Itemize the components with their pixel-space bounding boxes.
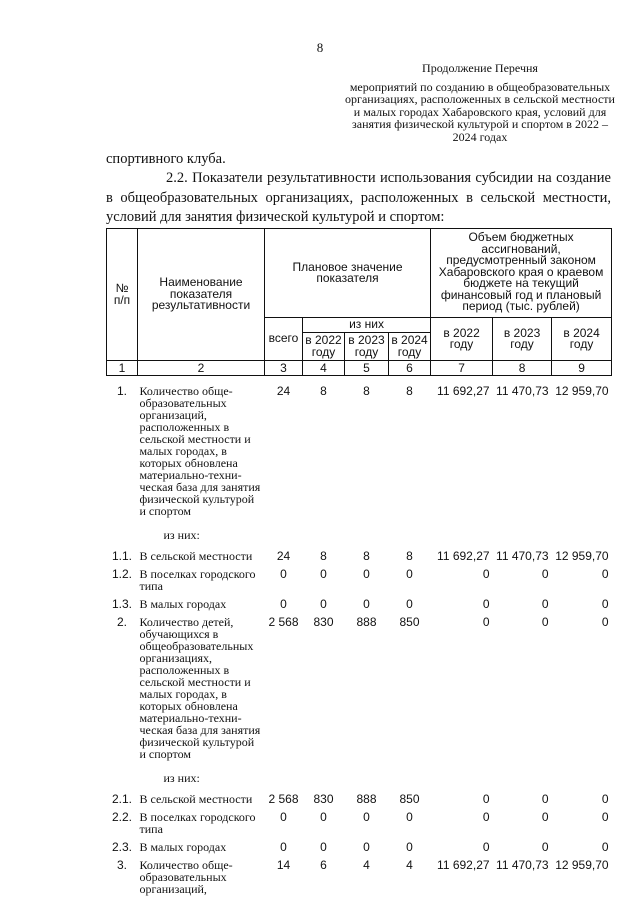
row-name: В сельской местности	[139, 549, 253, 563]
row-budget-2024: 0	[601, 567, 609, 581]
row-name: В малых городах	[139, 840, 227, 854]
row-budget-2022: 11 692,27	[437, 549, 490, 563]
appendix-header	[345, 62, 615, 144]
header-budget: Объем бюджетных ассигнований, предусмотренный законом Хабаровского края о краевом бюджете на текущий финансовый год и плановый период (тыс. рублей)	[431, 229, 612, 318]
row-plan-2024: 0	[406, 810, 413, 824]
table-row	[107, 376, 612, 521]
row-budget-2024: 0	[601, 597, 609, 611]
column-number: 4	[303, 361, 345, 376]
results-table	[106, 228, 612, 898]
table-row	[107, 613, 612, 763]
row-number: 1.1.	[111, 549, 132, 563]
row-plan-2024: 0	[406, 597, 413, 611]
row-budget-2023: 0	[541, 615, 549, 629]
row-budget-2024: 0	[601, 792, 609, 806]
row-budget-2024: 0	[601, 840, 609, 854]
row-total: 0	[280, 840, 287, 854]
row-plan-2022: 8	[320, 384, 327, 398]
row-plan-2022: 0	[320, 810, 327, 824]
row-plan-2023: 8	[363, 549, 370, 563]
column-number: 5	[345, 361, 389, 376]
row-plan-2024: 850	[399, 615, 420, 629]
row-total: 2 568	[268, 792, 299, 806]
header-budget-2024: в 2024 году	[552, 318, 612, 361]
row-plan-2022: 0	[320, 840, 327, 854]
section-heading-text: 2.2. Показатели результативности использования субсидии на создание в общеобразовательных организациях, расположенных в сельской местности, условий для занятия физической культурой и спортом:	[106, 170, 611, 225]
header-budget-2023: в 2023 году	[493, 318, 552, 361]
row-plan-2024: 8	[406, 384, 413, 398]
row-budget-2022: 11 692,27	[437, 384, 490, 398]
row-budget-2022: 0	[482, 597, 490, 611]
header-plan-2024: в 2024 году	[389, 333, 431, 361]
table-row	[107, 565, 612, 595]
row-number: 1.	[116, 384, 127, 398]
row-plan-2023: 0	[363, 840, 370, 854]
header-name: Наименование показателя результативности	[138, 229, 265, 361]
row-budget-2024: 12 959,70	[555, 858, 609, 872]
row-number: 3.	[116, 858, 127, 872]
row-number: 2.1.	[111, 792, 132, 806]
header-plan-2022: в 2022 году	[303, 333, 345, 361]
row-name: Количество обще-образовательных организаций, расположенных в сельской местности и малых городах, в которых обновлена материально-техни-ческая база для занятия физической культурой и спортом	[139, 384, 261, 518]
row-number: 2.2.	[111, 810, 132, 824]
row-budget-2022: 0	[482, 840, 490, 854]
column-number: 3	[265, 361, 303, 376]
row-budget-2023: 0	[541, 810, 549, 824]
row-name: В малых городах	[139, 597, 227, 611]
header-plan: Плановое значение показателя	[265, 229, 431, 318]
row-budget-2022: 0	[482, 567, 490, 581]
row-budget-2023: 0	[541, 792, 549, 806]
row-budget-2024: 0	[601, 615, 609, 629]
row-budget-2022: 0	[482, 615, 490, 629]
row-name: В поселках городского типа	[139, 567, 256, 593]
column-number: 9	[552, 361, 612, 376]
row-number: 2.	[116, 615, 127, 629]
table-row	[107, 595, 612, 613]
row-total: 0	[280, 597, 287, 611]
row-budget-2024: 12 959,70	[555, 384, 609, 398]
row-budget-2022: 0	[482, 792, 490, 806]
row-total: 0	[280, 567, 287, 581]
row-number: 1.2.	[111, 567, 132, 581]
row-budget-2024: 0	[601, 810, 609, 824]
row-budget-2023: 11 470,73	[496, 549, 549, 563]
row-plan-2022: 6	[320, 858, 327, 872]
table-row	[107, 808, 612, 838]
row-name: В сельской местности	[139, 792, 253, 806]
continuation-paragraph: спортивного клуба.	[106, 151, 226, 167]
table-row	[107, 790, 612, 808]
row-budget-2023: 11 470,73	[496, 858, 549, 872]
column-number: 6	[389, 361, 431, 376]
row-plan-2024: 4	[406, 858, 413, 872]
row-plan-2023: 888	[356, 792, 377, 806]
row-total: 2 568	[268, 615, 299, 629]
page-number: 8	[316, 40, 324, 55]
row-budget-2023: 11 470,73	[496, 384, 549, 398]
header-total: всего	[265, 318, 303, 361]
row-plan-2022: 0	[320, 567, 327, 581]
header-no: № п/п	[107, 229, 138, 361]
table-row	[107, 547, 612, 565]
row-plan-2024: 8	[406, 549, 413, 563]
row-total: 0	[280, 810, 287, 824]
row-budget-2022: 0	[482, 810, 490, 824]
row-name: Количество детей, обучающихся в общеобразовательных организациях, расположенных в сельской местности и малых городах, в которых обновлена материально-техни-ческая база для занятия физической культурой и спортом	[139, 615, 261, 761]
table-row	[107, 856, 612, 898]
appendix-subtitle: мероприятий по созданию в общеобразовательных организациях, расположенных в сельской местности и малых городах Хабаровского края, условий для занятия физической культурой и спортом в 2022 – 2024 годах	[345, 79, 615, 144]
row-budget-2023: 0	[541, 840, 549, 854]
row-total: 24	[276, 549, 291, 563]
row-budget-2022: 11 692,27	[437, 858, 490, 872]
row-total: 24	[276, 384, 291, 398]
column-number: 2	[138, 361, 265, 376]
row-plan-2023: 0	[363, 597, 370, 611]
row-plan-2023: 0	[363, 810, 370, 824]
row-number: 2.3.	[111, 840, 132, 854]
row-plan-2024: 0	[406, 567, 413, 581]
row-plan-2024: 0	[406, 840, 413, 854]
row-name: В поселках городского типа	[139, 810, 256, 836]
row-budget-2024: 12 959,70	[555, 549, 609, 563]
subheading-of-them: из них:	[163, 771, 200, 785]
table-row	[107, 838, 612, 856]
row-plan-2022: 830	[313, 792, 334, 806]
row-name: Количество обще-образовательных организаций,	[139, 858, 233, 896]
row-total: 14	[276, 858, 291, 872]
row-plan-2023: 4	[363, 858, 370, 872]
header-of-them: из них	[303, 318, 431, 333]
row-budget-2023: 0	[541, 597, 549, 611]
column-number: 8	[493, 361, 552, 376]
row-number: 1.3.	[111, 597, 132, 611]
row-plan-2023: 8	[363, 384, 370, 398]
column-number: 1	[107, 361, 138, 376]
row-plan-2022: 8	[320, 549, 327, 563]
appendix-title: Продолжение Перечня	[422, 61, 538, 75]
row-plan-2022: 0	[320, 597, 327, 611]
subheading-of-them: из них:	[163, 528, 200, 542]
row-plan-2024: 850	[399, 792, 420, 806]
header-plan-2023: в 2023 году	[345, 333, 389, 361]
header-budget-2022: в 2022 году	[431, 318, 493, 361]
section-paragraph	[106, 169, 611, 228]
row-plan-2023: 0	[363, 567, 370, 581]
column-number: 7	[431, 361, 493, 376]
row-plan-2023: 888	[356, 615, 377, 629]
row-plan-2022: 830	[313, 615, 334, 629]
row-budget-2023: 0	[541, 567, 549, 581]
